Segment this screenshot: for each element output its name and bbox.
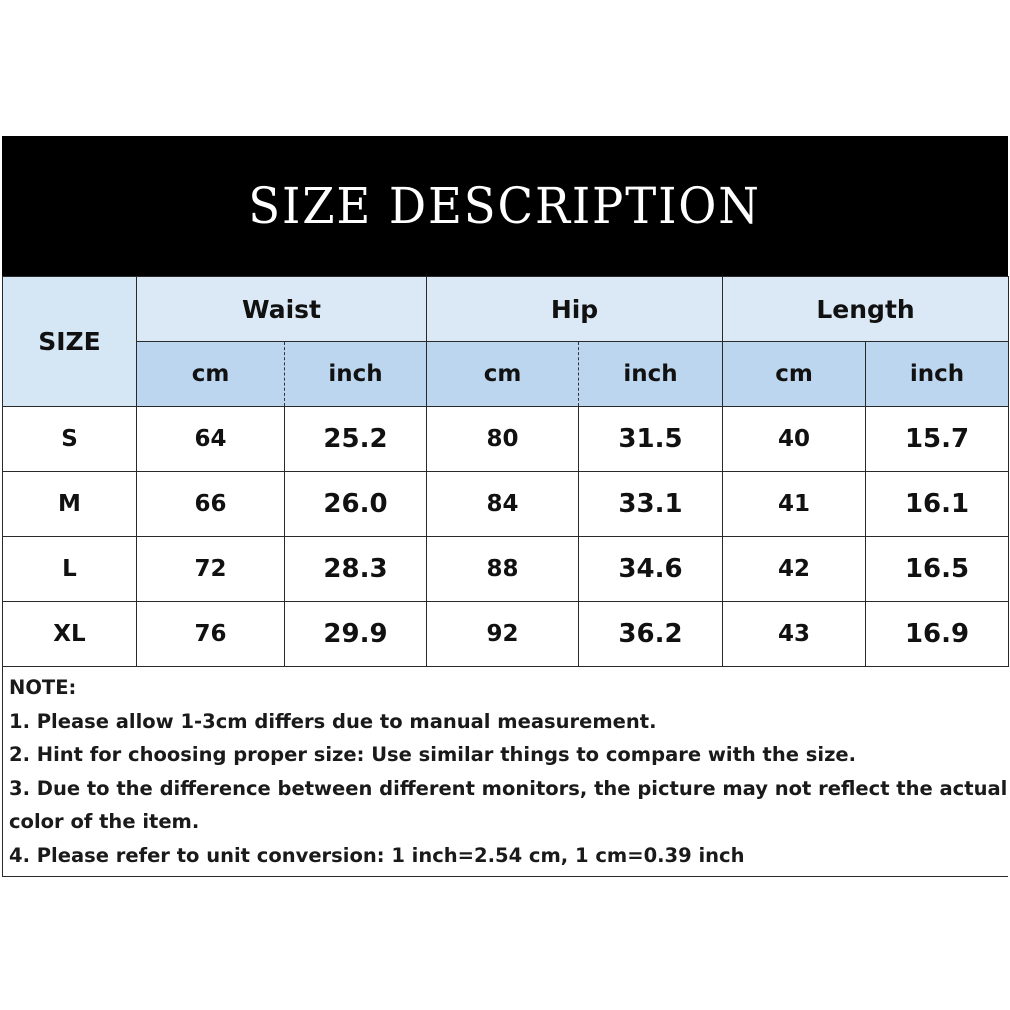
- hip-cm-cell: 92: [427, 602, 579, 667]
- waist-header: Waist: [137, 277, 427, 342]
- waist-cm-header: cm: [137, 342, 285, 407]
- title-banner: [2, 136, 1008, 276]
- notes-heading: NOTE:: [9, 676, 77, 699]
- waist-inch-cell: 26.0: [285, 472, 427, 537]
- size-chart: [2, 136, 1008, 877]
- hip-inch-cell: 34.6: [579, 537, 723, 602]
- waist-cm-cell: 72: [137, 537, 285, 602]
- length-inch-header: inch: [866, 342, 1009, 407]
- hip-inch-cell: 33.1: [579, 472, 723, 537]
- waist-cm-cell: 66: [137, 472, 285, 537]
- hip-header: Hip: [427, 277, 723, 342]
- table-row: [3, 602, 1009, 667]
- size-cell: S: [3, 407, 137, 472]
- hip-cm-cell: 84: [427, 472, 579, 537]
- hip-cm-header: cm: [427, 342, 579, 407]
- table-row: [3, 407, 1009, 472]
- length-inch-cell: 16.1: [866, 472, 1009, 537]
- hip-inch-cell: 31.5: [579, 407, 723, 472]
- note-line: color of the item.: [9, 810, 200, 833]
- waist-inch-cell: 28.3: [285, 537, 427, 602]
- note-line: 4. Please refer to unit conversion: 1 inch=2.54 cm, 1 cm=0.39 inch: [9, 843, 745, 867]
- hip-inch-cell: 36.2: [579, 602, 723, 667]
- length-header: Length: [723, 277, 1009, 342]
- waist-inch-cell: 29.9: [285, 602, 427, 667]
- length-inch-cell: 16.9: [866, 602, 1009, 667]
- note-line: 1. Please allow 1-3cm differs due to manual measurement.: [9, 709, 657, 733]
- size-table: [2, 276, 1009, 667]
- size-cell: M: [3, 472, 137, 537]
- size-cell: XL: [3, 602, 137, 667]
- table-row: [3, 472, 1009, 537]
- note-line: 3. Due to the difference between different monitors, the picture may not reflect the actual: [9, 776, 1008, 800]
- hip-inch-header: inch: [579, 342, 723, 407]
- hip-cm-cell: 88: [427, 537, 579, 602]
- size-column-header: SIZE: [3, 277, 137, 407]
- waist-inch-header: inch: [285, 342, 427, 407]
- table-row: [3, 537, 1009, 602]
- notes-section: [2, 667, 1008, 877]
- waist-cm-cell: 76: [137, 602, 285, 667]
- length-cm-cell: 42: [723, 537, 866, 602]
- length-inch-cell: 16.5: [866, 537, 1009, 602]
- size-cell: L: [3, 537, 137, 602]
- waist-cm-cell: 64: [137, 407, 285, 472]
- hip-cm-cell: 80: [427, 407, 579, 472]
- page-title: SIZE DESCRIPTION: [248, 177, 762, 235]
- note-line: 2. Hint for choosing proper size: Use similar things to compare with the size.: [9, 743, 857, 766]
- waist-inch-cell: 25.2: [285, 407, 427, 472]
- length-cm-cell: 43: [723, 602, 866, 667]
- length-cm-cell: 40: [723, 407, 866, 472]
- length-cm-header: cm: [723, 342, 866, 407]
- length-cm-cell: 41: [723, 472, 866, 537]
- length-inch-cell: 15.7: [866, 407, 1009, 472]
